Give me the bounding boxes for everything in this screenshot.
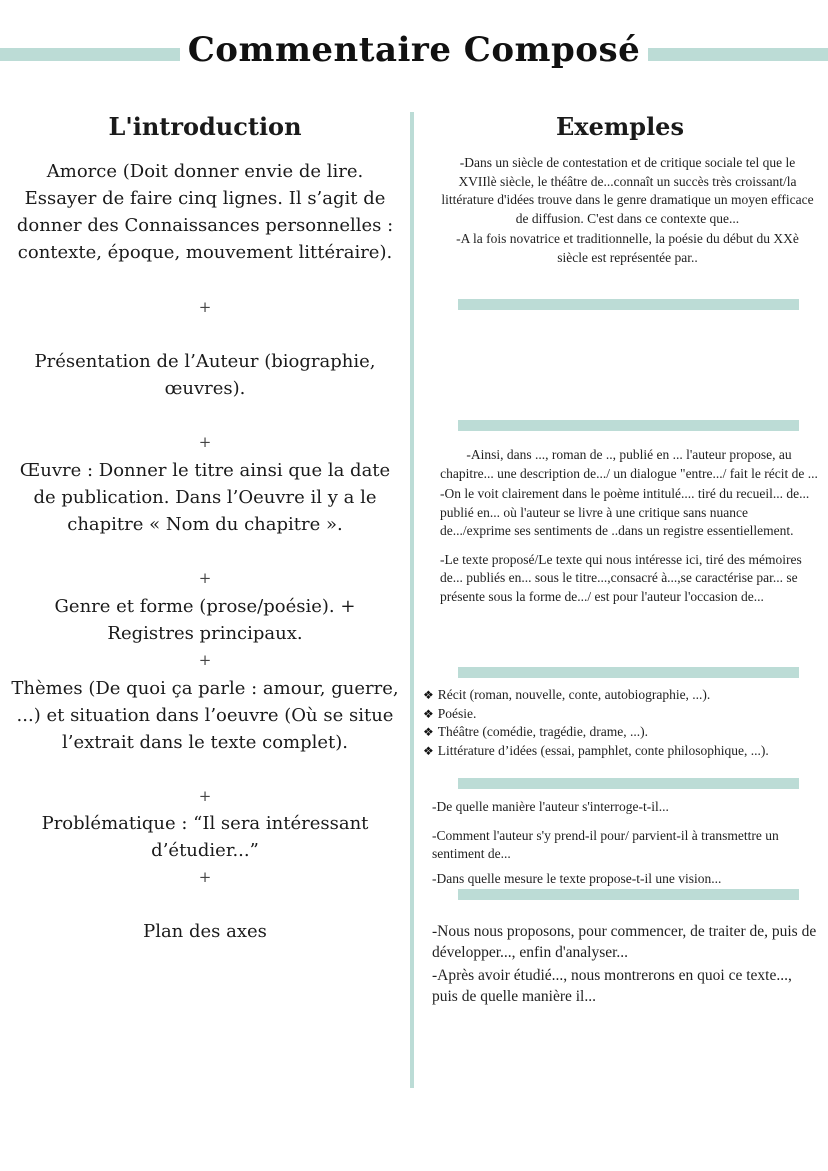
oeuvre-examples: [440, 446, 818, 608]
separator-bar: [458, 889, 799, 900]
introduction-heading: L'introduction: [108, 112, 302, 141]
page-title-text: Commentaire Composé: [180, 30, 649, 70]
diamond-bullet-icon: ❖: [423, 743, 434, 758]
list-item: [423, 705, 823, 724]
page-title: [0, 30, 828, 70]
exemples-heading: Exemples: [556, 112, 684, 141]
oeuvre-example-2: -On le voit clairement dans le poème intitulé.... tiré du recueil... de... publié en... où l'auteur se livre à une critique sans nuance de.../exprime ses sentiments de ..dans un registre essentiellement.: [440, 486, 810, 538]
plus-sign: +: [198, 651, 212, 669]
separator-bar: [458, 778, 799, 789]
column-divider: [410, 112, 414, 1088]
list-item: [423, 742, 823, 761]
plus-sign: +: [198, 787, 212, 805]
diamond-bullet-icon: ❖: [423, 706, 434, 721]
oeuvre-example-1: -Ainsi, dans ..., roman de .., publié en ... l'auteur propose, au chapitre... une description de.../ un dialogue "entre.../ fait le récit de ...: [440, 447, 818, 481]
problematique-example-1: -De quelle manière l'auteur s'interroge-t-il...: [432, 799, 669, 814]
plus-sign: +: [198, 433, 212, 451]
genre-text: Genre et forme (prose/poésie). + Registres principaux.: [54, 596, 356, 644]
separator-bar: [458, 420, 799, 431]
themes-text: Thèmes (De quoi ça parle : amour, guerre, ...) et situation dans l’oeuvre (Où se situe l’extrait dans le texte complet).: [11, 678, 399, 753]
problematique-examples: [432, 798, 812, 890]
separator-bar: [458, 299, 799, 310]
amorce-example-1: -Dans un siècle de contestation et de critique sociale tel que le XVIIlè siècle, le théâtre de...connaît un succès très croissant/la littérature d'idées trouve dans le genre dramatique un moyen efficace de diffusion. C'est dans ce contexte que...: [441, 155, 814, 226]
problematique-example-2: -Comment l'auteur s'y prend-il pour/ parvient-il à transmettre un sentiment de...: [432, 827, 779, 861]
problematique-example-3: -Dans quelle mesure le texte propose-t-il une vision...: [432, 870, 722, 886]
list-item: [423, 723, 823, 742]
plan-text: Plan des axes: [143, 921, 267, 942]
plan-example-2: -Après avoir étudié..., nous montrerons en quoi ce texte..., puis de quelle manière il...: [432, 967, 792, 1005]
problematique-text: Problématique : “Il sera intéressant d’étudier...”: [41, 813, 369, 861]
amorce-examples: [440, 154, 815, 269]
oeuvre-example-3: -Le texte proposé/Le texte qui nous intéresse ici, tiré des mémoires de... publiés en... sous le titre...,consacré à...,se caractérise par... se présente sous la forme de.../ est pour l'auteur l'occasion de...: [440, 551, 802, 604]
amorce-example-2: -A la fois novatrice et traditionnelle, la poésie du début du XXè siècle est représentée par..: [456, 231, 799, 265]
genre-theatre: Théâtre (comédie, tragédie, drame, ...).: [437, 724, 649, 739]
genre-recit: Récit (roman, nouvelle, conte, autobiographie, ...).: [437, 687, 711, 702]
list-item: [423, 686, 823, 705]
plus-sign: +: [198, 868, 212, 886]
genre-poesie: Poésie.: [437, 705, 477, 721]
auteur-text: Présentation de l’Auteur (biographie, œuvres).: [34, 351, 376, 399]
plus-sign: +: [198, 569, 212, 587]
genre-litterature: Littérature d’idées (essai, pamphlet, conte philosophique, ...).: [437, 742, 769, 758]
plan-example-1: -Nous nous proposons, pour commencer, de traiter de, puis de développer..., enfin d'analyser...: [432, 923, 817, 961]
diamond-bullet-icon: ❖: [423, 725, 434, 739]
genres-list: [423, 686, 823, 760]
amorce-text: Amorce (Doit donner envie de lire. Essayer de faire cinq lignes. Il s’agit de donner des Connaissances personnelles : contexte, époque, mouvement littéraire).: [16, 161, 394, 263]
plus-sign: +: [198, 298, 212, 316]
oeuvre-text: Œuvre : Donner le titre ainsi que la date de publication. Dans l’Oeuvre il y a le chapitre « Nom du chapitre ».: [19, 460, 391, 535]
diamond-bullet-icon: ❖: [423, 688, 434, 702]
separator-bar: [458, 667, 799, 678]
plan-examples: [432, 921, 817, 1009]
